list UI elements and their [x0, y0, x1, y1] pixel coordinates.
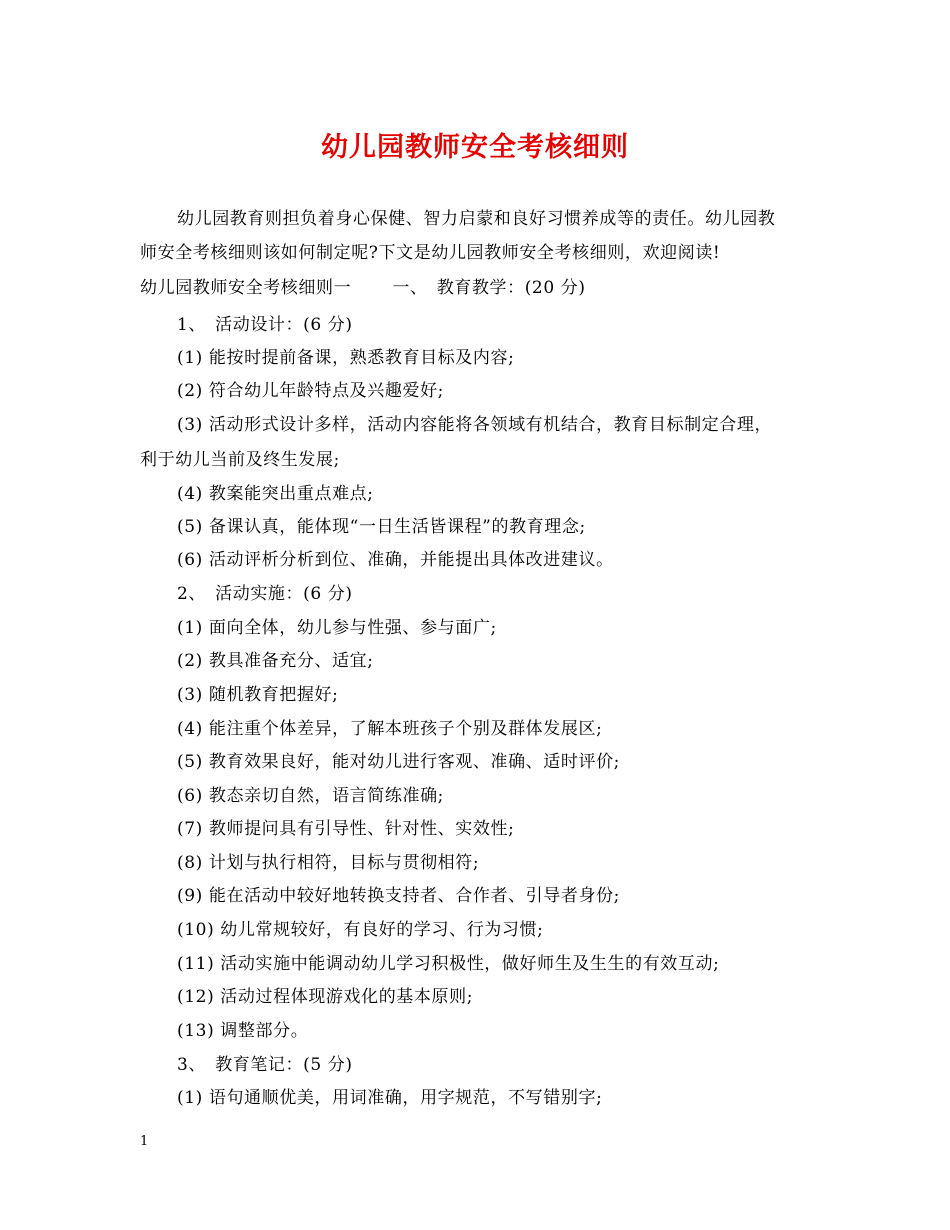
section1-item-continuation: 利于幼儿当前及终生发展;	[140, 450, 340, 470]
section2-item: (6) 教态亲切自然，语言简练准确;	[177, 786, 445, 806]
section1-item: (6) 活动评析分析到位、准确，并能提出具体改进建议。	[177, 550, 614, 570]
section2-item: (11) 活动实施中能调动幼儿学习积极性，做好师生及生生的有效互动;	[177, 954, 720, 974]
section1-item: (2) 符合幼儿年龄特点及兴趣爱好;	[177, 381, 445, 401]
section2-item: (7) 教师提问具有引导性、针对性、实效性;	[177, 819, 515, 839]
section1-item: (1) 能按时提前备课，熟悉教育目标及内容;	[177, 348, 515, 368]
section2-item: (1) 面向全体，幼儿参与性强、参与面广;	[177, 618, 497, 638]
intro-line-1: 幼儿园教育则担负着身心保健、智力启蒙和良好习惯养成等的责任。幼儿园教	[177, 209, 776, 229]
section1-heading: 1、 活动设计：(6 分)	[177, 315, 353, 335]
section-heading-line: 幼儿园教师安全考核细则一 一、 教育教学：(20 分)	[140, 278, 586, 298]
section3-item: (1) 语句通顺优美，用词准确，用字规范，不写错别字;	[177, 1088, 603, 1108]
section2-item: (4) 能注重个体差异，了解本班孩子个别及群体发展区;	[177, 719, 603, 739]
intro-line-2: 师安全考核细则该如何制定呢?下文是幼儿园教师安全考核细则，欢迎阅读!	[140, 243, 721, 263]
section3-heading: 3、 教育笔记：(5 分)	[177, 1055, 353, 1075]
section2-item: (13) 调整部分。	[177, 1021, 309, 1041]
section2-item: (5) 教育效果良好，能对幼儿进行客观、准确、适时评价;	[177, 752, 621, 772]
document-title: 幼儿园教师安全考核细则	[321, 132, 629, 163]
section2-item: (10) 幼儿常规较好，有良好的学习、行为习惯;	[177, 920, 544, 940]
section2-heading: 2、 活动实施：(6 分)	[177, 584, 353, 604]
section2-item: (2) 教具准备充分、适宜;	[177, 651, 374, 671]
section1-item: (4) 教案能突出重点难点;	[177, 484, 374, 504]
section2-item: (8) 计划与执行相符，目标与贯彻相符;	[177, 853, 480, 873]
section2-item: (3) 随机教育把握好;	[177, 685, 339, 705]
section1-item: (3) 活动形式设计多样，活动内容能将各领域有机结合，教育目标制定合理，	[177, 415, 773, 435]
section2-item: (12) 活动过程体现游戏化的基本原则;	[177, 987, 474, 1007]
section2-item: (9) 能在活动中较好地转换支持者、合作者、引导者身份;	[177, 886, 621, 906]
section1-item: (5) 备课认真，能体现“一日生活皆课程”的教育理念;	[177, 517, 586, 537]
page-number: 1	[140, 1134, 149, 1149]
